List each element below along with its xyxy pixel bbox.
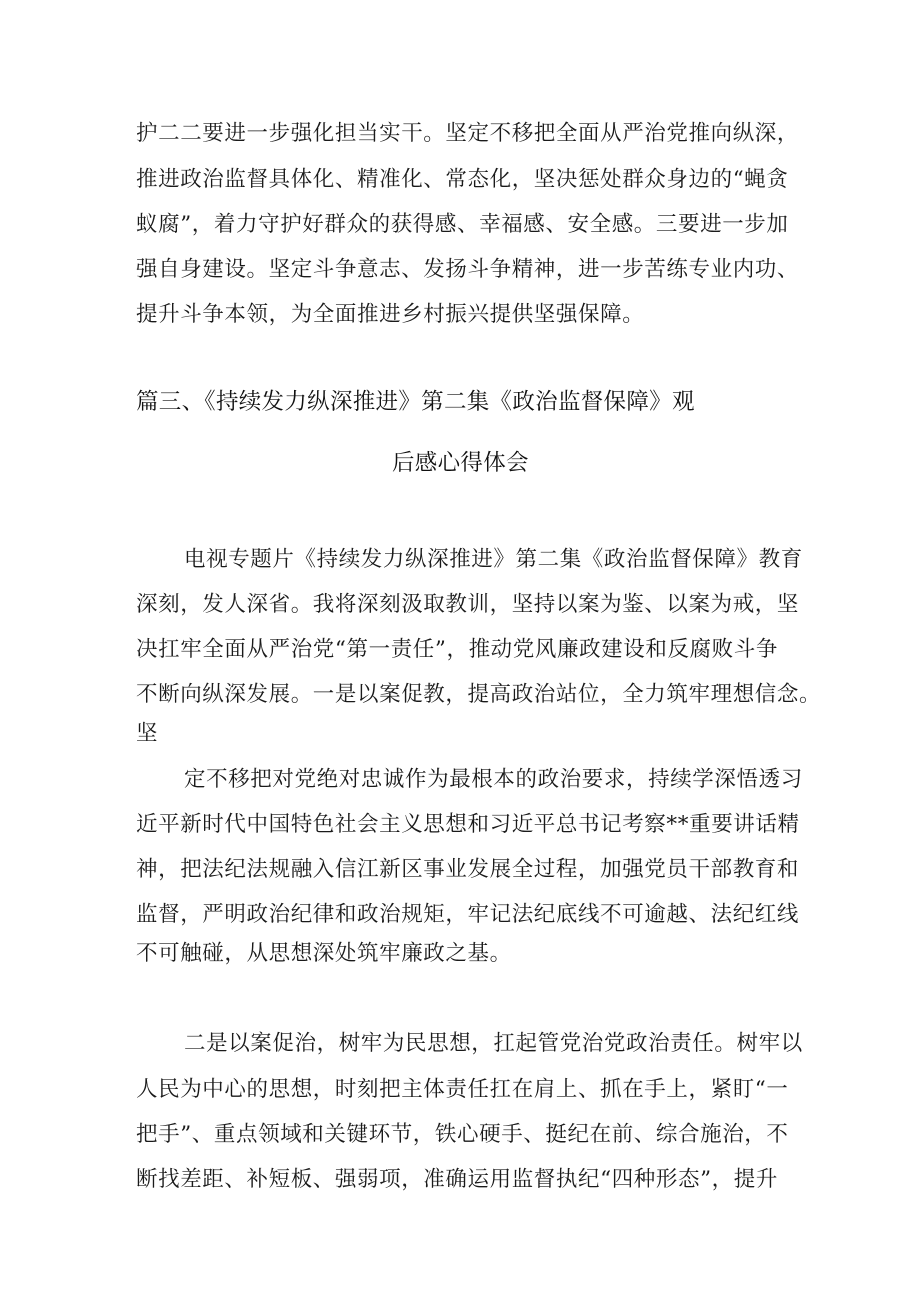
text-line: 监督，严明政治纪律和政治规矩，牢记法纪底线不可逾越、法纪红线 bbox=[136, 902, 800, 927]
text-line: 强自身建设。坚定斗争意志、发扬斗争精神，进一步苦练专业内功、 bbox=[136, 257, 800, 282]
text-line: 电视专题片《持续发力纵深推进》第二集《政治监督保障》教育 bbox=[184, 547, 803, 572]
text-line: 二是以案促治，树牢为民思想，扛起管党治党政治责任。树牢以 bbox=[184, 1031, 803, 1056]
text-line: 断找差距、补短板、强弱项，准确运用监督执纪“四种形态”，提升 bbox=[136, 1167, 778, 1192]
text-line: 定不移把对党绝对忠诚作为最根本的政治要求，持续学深悟透习 bbox=[184, 767, 803, 792]
text-line: 人民为中心的思想，时刻把主体责任扛在肩上、抓在手上，紧盯“一 bbox=[136, 1077, 789, 1102]
text-line: 护二二要进一步强化担当实干。坚定不移把全面从严治党推向纵深， bbox=[136, 121, 800, 146]
text-line: 深刻，发人深省。我将深刻汲取教训，坚持以案为鉴、以案为戒，坚 bbox=[136, 592, 800, 617]
text-line: 决扛牢全面从严治党“第一责任”，推动党风廉政建设和反腐败斗争 bbox=[136, 637, 778, 662]
text-line: 近平新时代中国特色社会主义思想和习近平总书记考察**重要讲话精 bbox=[136, 812, 800, 837]
text-line: 把手”、重点领域和关键环节，铁心硬手、挺纪在前、综合施治，不 bbox=[136, 1122, 789, 1147]
text-line: 不可触碰，从思想深处筑牢廉政之基。 bbox=[136, 941, 512, 966]
section-heading-line-1: 篇三、《持续发力纵深推进》第二集《政治监督保障》观 bbox=[136, 389, 695, 415]
text-line: 蚁腐”，着力守护好群众的获得感、幸福感、安全感。三要进一步加 bbox=[136, 212, 789, 237]
text-line: 不断向纵深发展。一是以案促教，提高政治站位，全力筑牢理想信念。 bbox=[136, 682, 822, 707]
section-heading-line-2: 后感心得体会 bbox=[392, 450, 529, 476]
text-line: 神，把法纪法规融入信江新区事业发展全过程，加强党员干部教育和 bbox=[136, 857, 800, 882]
text-line: 推进政治监督具体化、精准化、常态化，坚决惩处群众身边的“蝇贪 bbox=[136, 167, 789, 192]
text-line: 提升斗争本领，为全面推进乡村振兴提供坚强保障。 bbox=[136, 302, 645, 327]
text-line: 坚 bbox=[136, 721, 159, 746]
